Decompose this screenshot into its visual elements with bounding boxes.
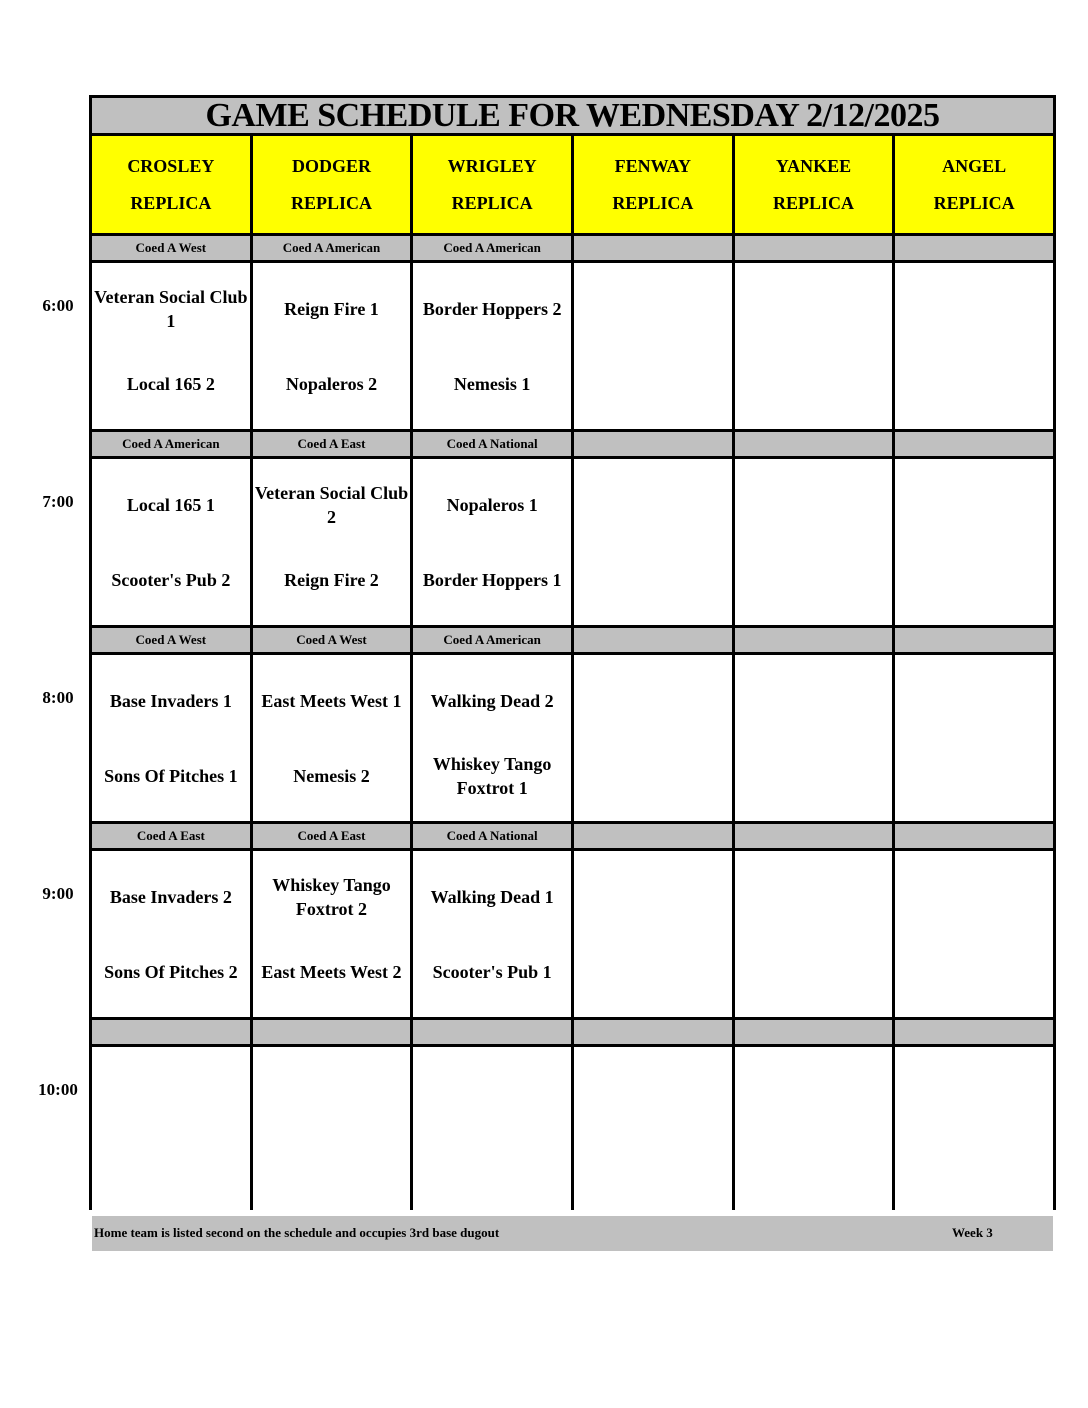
time-label: 9:00 [42, 884, 74, 903]
home-team: Local 165 2 [126, 373, 215, 394]
division-label: Coed A West [92, 236, 250, 260]
field-header-yankee [735, 136, 893, 233]
division-label [895, 824, 1053, 848]
division-label [895, 1020, 1053, 1044]
field-name: WRIGLEY [447, 155, 537, 176]
time-label: 7:00 [42, 492, 74, 511]
game-cell [253, 263, 411, 429]
away-team: Base Invaders 1 [109, 690, 232, 711]
game-cell [895, 1047, 1053, 1213]
field-subtitle: REPLICA [933, 192, 1015, 213]
field-subtitle: REPLICA [130, 192, 212, 213]
field-name: DODGER [291, 155, 371, 176]
field-header-dodger [253, 136, 411, 233]
game-cell [574, 655, 732, 821]
game-cell [253, 1047, 411, 1213]
away-team: Base Invaders 2 [109, 886, 232, 907]
home-team: Nopaleros 2 [285, 373, 378, 394]
division-label [253, 1020, 411, 1044]
page-title: GAME SCHEDULE FOR WEDNESDAY 2/12/2025 [92, 98, 1053, 133]
game-cell [895, 459, 1053, 625]
away-team: East Meets West 1 [261, 690, 402, 711]
division-label [92, 1020, 250, 1044]
field-subtitle: REPLICA [772, 192, 854, 213]
division-label [895, 628, 1053, 652]
division-label: Coed A West [253, 628, 411, 652]
division-label [574, 236, 732, 260]
field-name: FENWAY [614, 155, 691, 176]
field-subtitle: REPLICA [290, 192, 372, 213]
division-label [735, 824, 893, 848]
schedule-table [89, 95, 1056, 1240]
home-team: Sons Of Pitches 1 [104, 765, 238, 786]
division-label: Coed A East [92, 824, 250, 848]
game-cell [92, 459, 250, 625]
home-team: East Meets West 2 [261, 961, 402, 982]
division-label: Coed A East [253, 824, 411, 848]
game-cell [574, 263, 732, 429]
game-cell [574, 851, 732, 1017]
away-team: Whiskey Tango Foxtrot 2 [272, 874, 391, 919]
game-cell [574, 1047, 732, 1213]
home-team: Border Hoppers 1 [422, 569, 562, 590]
division-label: Coed A National [413, 432, 571, 456]
game-cell [253, 459, 411, 625]
field-subtitle: REPLICA [612, 192, 694, 213]
away-team: Reign Fire 1 [284, 298, 379, 319]
game-cell [413, 655, 571, 821]
game-cell [735, 459, 893, 625]
division-label: Coed A National [413, 824, 571, 848]
division-label [895, 432, 1053, 456]
division-label [574, 1020, 732, 1044]
game-cell [735, 263, 893, 429]
division-label [574, 432, 732, 456]
game-cell [253, 851, 411, 1017]
game-cell [735, 655, 893, 821]
home-team: Sons Of Pitches 2 [104, 961, 238, 982]
away-team: Border Hoppers 2 [422, 298, 562, 319]
game-cell [735, 1047, 893, 1213]
field-header-crosley [92, 136, 250, 233]
field-header-fenway [574, 136, 732, 233]
division-label [895, 236, 1053, 260]
division-label: Coed A West [92, 628, 250, 652]
field-name: CROSLEY [127, 155, 215, 176]
division-label: Coed A American [413, 628, 571, 652]
home-team: Scooter's Pub 1 [432, 961, 552, 982]
away-team: Veteran Social Club 1 [94, 286, 248, 331]
division-label [735, 432, 893, 456]
game-cell [413, 1047, 571, 1213]
away-team: Veteran Social Club 2 [254, 482, 409, 527]
game-cell [895, 263, 1053, 429]
game-cell [413, 459, 571, 625]
division-label [574, 628, 732, 652]
game-cell [92, 263, 250, 429]
game-cell [92, 655, 250, 821]
away-team: Walking Dead 1 [430, 886, 554, 907]
field-header-angel [895, 136, 1053, 233]
division-label: Coed A American [92, 432, 250, 456]
division-label: Coed A American [413, 236, 571, 260]
division-label: Coed A East [253, 432, 411, 456]
division-label [413, 1020, 571, 1044]
game-cell [413, 263, 571, 429]
game-cell [895, 851, 1053, 1017]
away-team: Local 165 1 [126, 494, 215, 515]
time-label: 6:00 [42, 296, 74, 315]
away-team: Nopaleros 1 [446, 494, 538, 515]
division-label [735, 236, 893, 260]
home-team: Scooter's Pub 2 [111, 569, 231, 590]
field-name: YANKEE [775, 155, 852, 176]
away-team: Walking Dead 2 [430, 690, 554, 711]
footer-row [92, 1216, 1053, 1251]
game-cell [895, 655, 1053, 821]
division-label [735, 628, 893, 652]
home-team: Whiskey Tango Foxtrot 1 [432, 753, 552, 798]
home-team: Nemesis 2 [293, 765, 370, 786]
field-header-wrigley [413, 136, 571, 233]
home-team: Nemesis 1 [453, 373, 531, 394]
field-name: ANGEL [942, 155, 1007, 176]
division-label [574, 824, 732, 848]
time-label: 8:00 [42, 688, 74, 707]
game-cell [735, 851, 893, 1017]
game-cell [413, 851, 571, 1017]
game-cell [253, 655, 411, 821]
time-label: 10:00 [38, 1080, 78, 1099]
game-cell [574, 459, 732, 625]
week-label: Week 3 [952, 1225, 993, 1240]
home-team: Reign Fire 2 [284, 569, 379, 590]
home-team-note: Home team is listed second on the schedule and occupies 3rd base dugout [94, 1225, 500, 1240]
time-column [0, 0, 90, 1408]
division-label [735, 1020, 893, 1044]
division-label: Coed A American [253, 236, 411, 260]
game-cell [92, 1047, 250, 1213]
game-cell [92, 851, 250, 1017]
field-subtitle: REPLICA [451, 192, 533, 213]
